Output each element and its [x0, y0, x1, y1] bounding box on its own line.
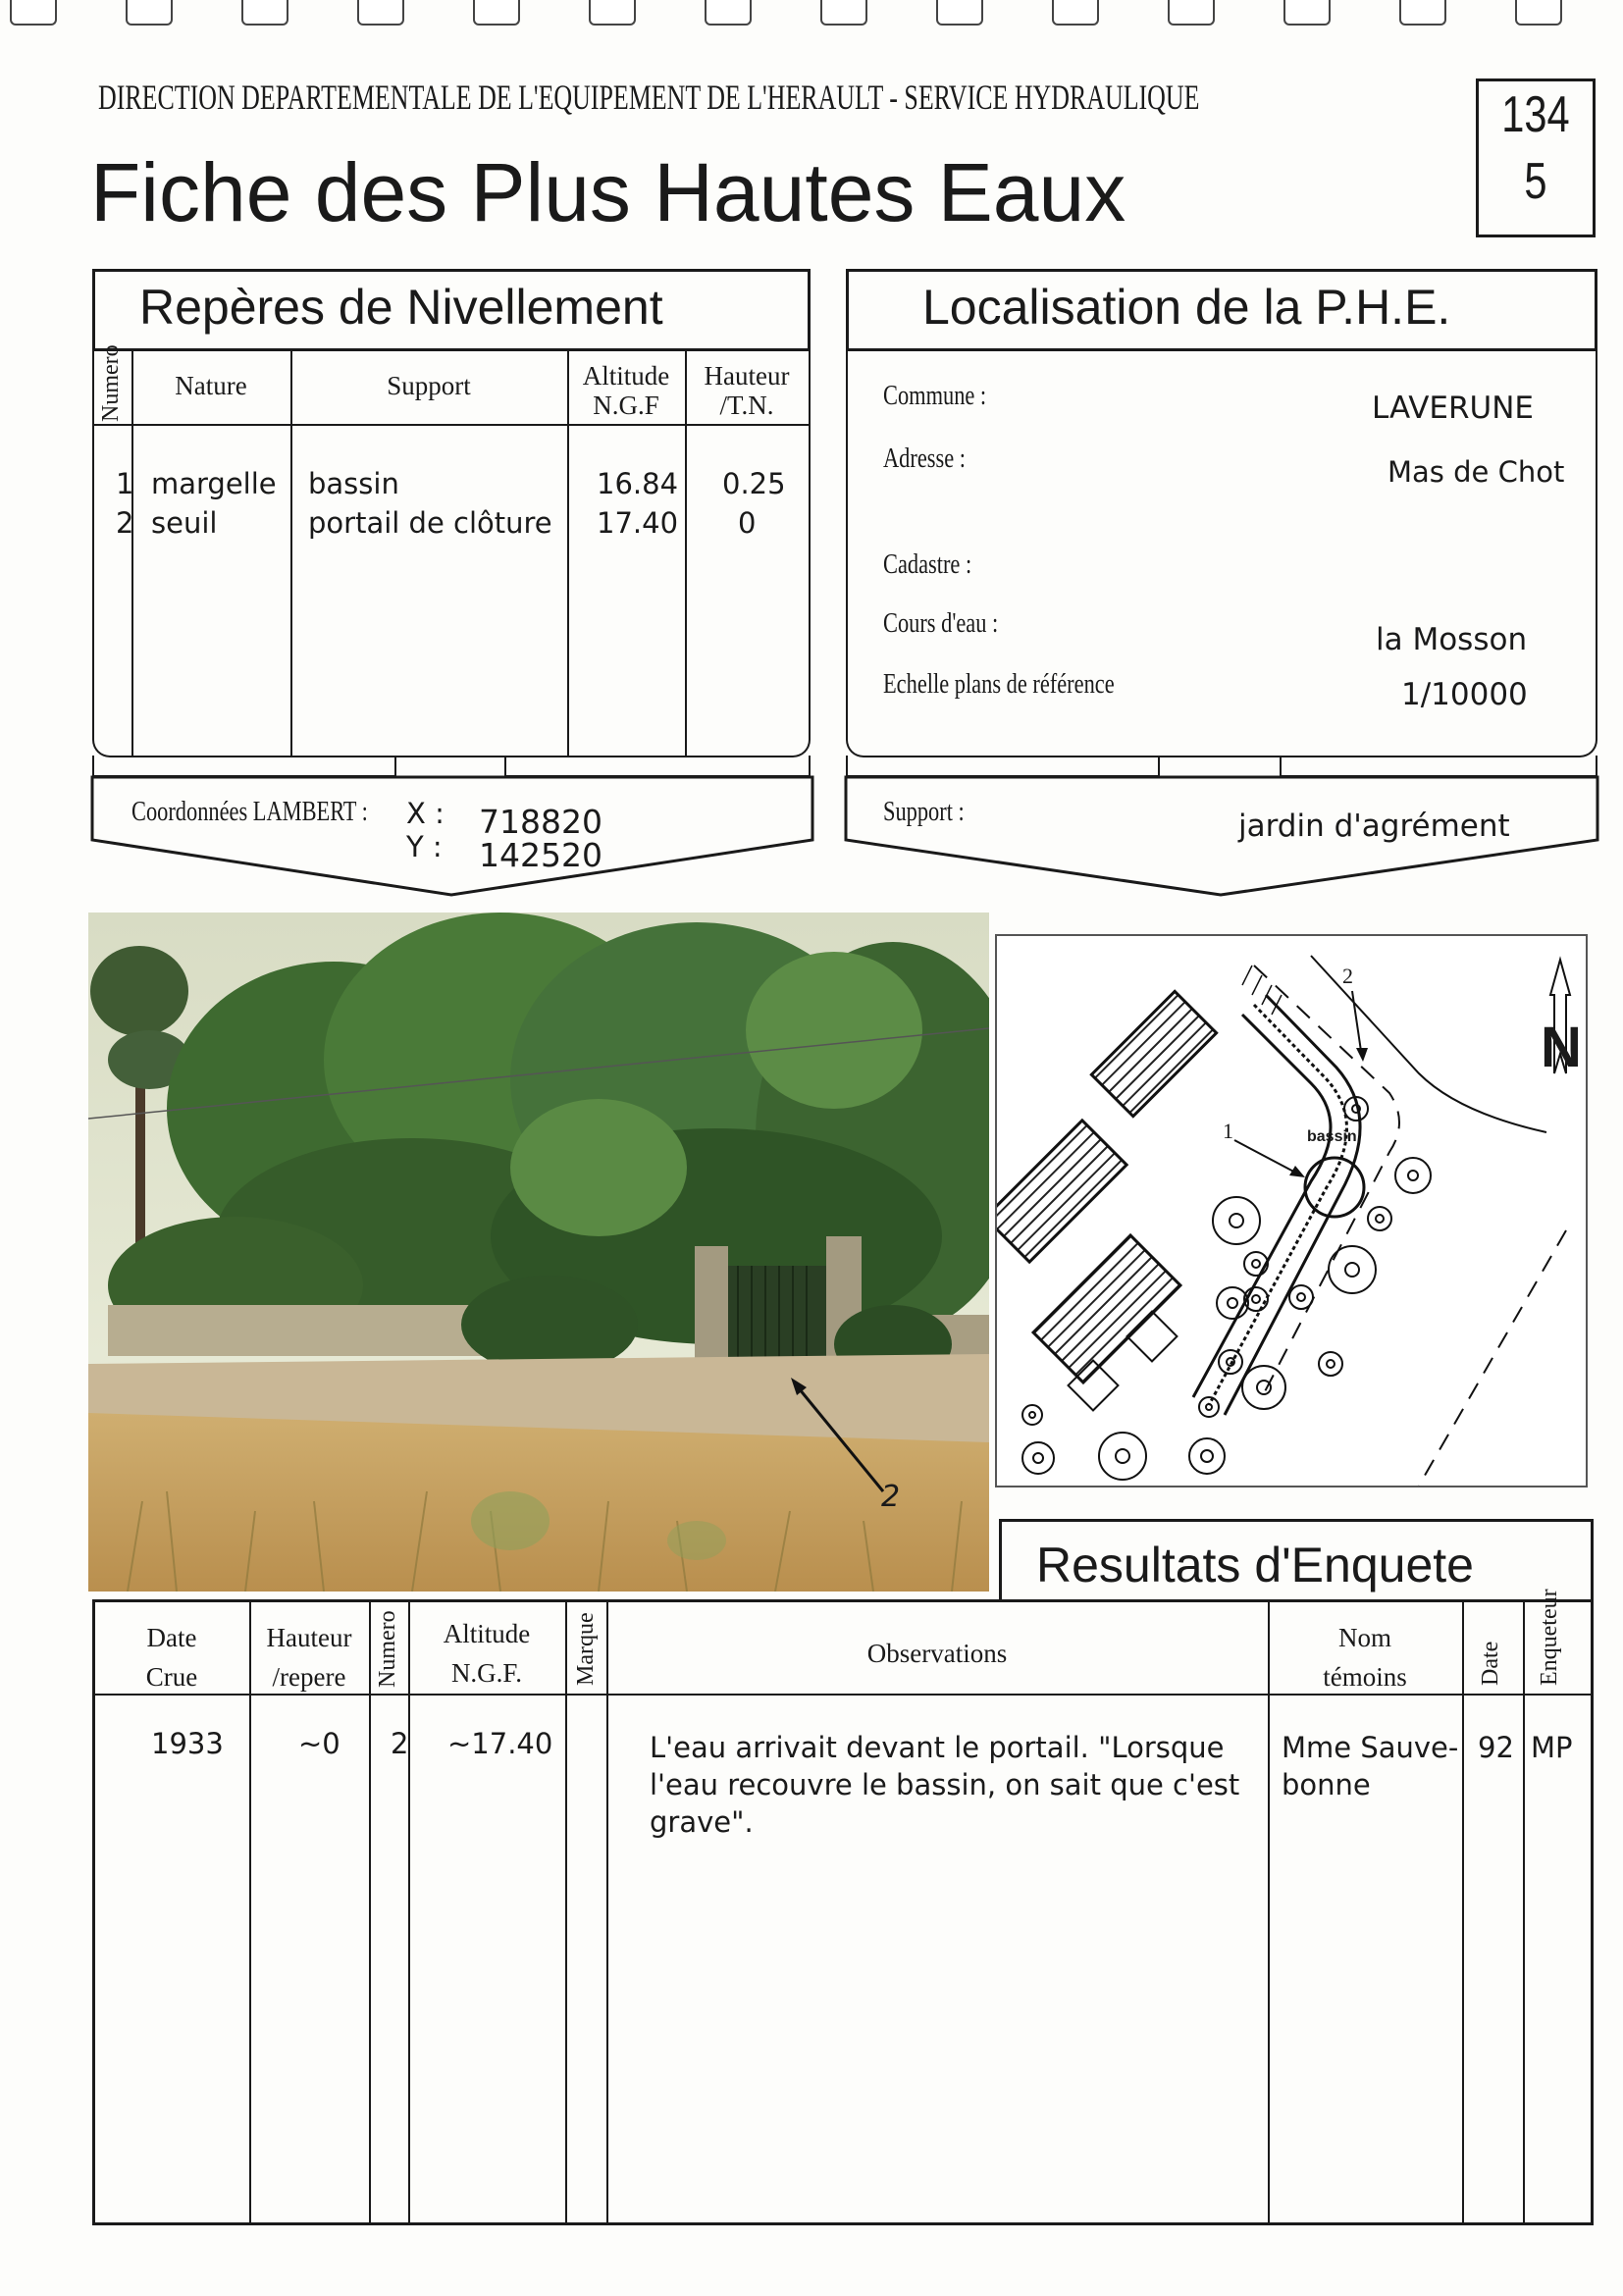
- col-header-date: Date: [1478, 1641, 1503, 1686]
- col-header-hauteur-unit: /T.N.: [719, 391, 774, 420]
- page-title: Fiche des Plus Hautes Eaux: [90, 146, 1126, 238]
- col-header-numero: Numero: [98, 344, 124, 422]
- row-1-numero: 1: [116, 467, 134, 500]
- result-observation-line-3: grave".: [650, 1805, 754, 1839]
- result-numero: 2: [391, 1727, 409, 1760]
- reference-sub-number: 5: [1524, 153, 1547, 210]
- binding-holes: [0, 0, 1623, 39]
- col-header-hauteur-repere-2: /repere: [272, 1662, 346, 1692]
- result-enqueteur: MP: [1531, 1731, 1573, 1764]
- site-sketch: [995, 934, 1588, 1487]
- col-rule: [565, 1601, 567, 2223]
- col-rule: [606, 1601, 608, 2223]
- row-2-altitude: 17.40: [597, 506, 679, 540]
- row-1-nature: margelle: [151, 467, 277, 500]
- cours-eau-label: Cours d'eau :: [883, 608, 999, 639]
- row-2-numero: 2: [116, 506, 134, 540]
- col-rule: [408, 1601, 410, 2223]
- support-value: jardin d'agrément: [1238, 809, 1510, 844]
- commune-label: Commune :: [883, 381, 987, 411]
- reperes-title: Repères de Nivellement: [139, 280, 663, 335]
- col-header-support: Support: [387, 371, 471, 400]
- reperes-header-rule: [94, 424, 809, 426]
- echelle-label: Echelle plans de référence: [883, 669, 1115, 700]
- col-rule: [1523, 1601, 1525, 2223]
- col-rule: [1462, 1601, 1464, 2223]
- sketch-marker-2: 2: [1342, 964, 1353, 988]
- row-1-support: bassin: [308, 467, 399, 500]
- col-header-enqueteur: Enqueteur: [1537, 1589, 1562, 1686]
- result-altitude: ~17.40: [447, 1727, 553, 1760]
- col-header-altitude-unit: N.G.F: [593, 391, 659, 420]
- resultats-title: Resultats d'Enquete: [1036, 1538, 1474, 1592]
- adresse-label: Adresse :: [883, 444, 966, 474]
- site-photograph: [88, 913, 989, 1592]
- result-date: 92: [1478, 1731, 1514, 1764]
- commune-value: LAVERUNE: [1372, 391, 1535, 426]
- col-rule: [131, 349, 133, 756]
- col-header-date-crue-2: Crue: [145, 1662, 198, 1692]
- localisation-title: Localisation de la P.H.E.: [922, 280, 1451, 335]
- result-observation-line-1: L'eau arrivait devant le portail. "Lorsque: [650, 1731, 1225, 1764]
- col-header-hauteur: Hauteur: [704, 361, 790, 391]
- echelle-value: 1/10000: [1401, 677, 1528, 712]
- col-rule: [290, 349, 292, 756]
- col-rule: [369, 1601, 371, 2223]
- row-2-hauteur: 0: [738, 506, 757, 540]
- reference-number: 134: [1501, 86, 1570, 143]
- x-label: X :: [406, 797, 445, 830]
- col-header-numero: Numero: [375, 1610, 400, 1688]
- col-header-nature: Nature: [175, 371, 247, 400]
- sketch-bassin-label: bassin: [1307, 1128, 1357, 1145]
- department-header: DIRECTION DEPARTEMENTALE DE L'EQUIPEMENT DE L'HERAULT - SERVICE HYDRAULIQUE: [98, 78, 1200, 117]
- result-nom-line-2: bonne: [1282, 1768, 1371, 1801]
- col-rule: [249, 1601, 251, 2223]
- y-label: Y :: [406, 830, 443, 863]
- support-label: Support :: [883, 797, 965, 827]
- cadastre-label: Cadastre :: [883, 549, 972, 580]
- coordonnees-frame: [88, 773, 816, 899]
- adresse-value: Mas de Chot: [1387, 455, 1565, 489]
- result-date-crue: 1933: [151, 1727, 224, 1760]
- col-header-altitude: Altitude: [582, 361, 670, 391]
- resultats-header-rule: [94, 1694, 1592, 1696]
- row-2-support: portail de clôture: [308, 506, 552, 540]
- row-1-hauteur: 0.25: [722, 467, 786, 500]
- col-header-nom: Nom: [1338, 1623, 1391, 1652]
- y-value: 142520: [479, 836, 602, 874]
- cours-eau-value: la Mosson: [1376, 622, 1528, 657]
- col-header-observations: Observations: [866, 1639, 1008, 1668]
- x-value: 718820: [479, 803, 602, 841]
- reference-box: [1476, 78, 1596, 237]
- result-observation-line-2: l'eau recouvre le bassin, on sait que c'est: [650, 1768, 1240, 1801]
- result-hauteur: ~0: [298, 1727, 340, 1760]
- row-2-nature: seuil: [151, 506, 218, 540]
- coordonnees-label: Coordonnées LAMBERT :: [131, 797, 368, 827]
- col-header-nom-temoins: témoins: [1323, 1662, 1407, 1692]
- north-indicator: N: [1541, 1016, 1582, 1079]
- result-nom-line-1: Mme Sauve-: [1282, 1731, 1459, 1764]
- col-header-date-crue: Date: [146, 1623, 197, 1652]
- col-header-altitude: Altitude: [443, 1619, 531, 1648]
- col-header-hauteur-repere: Hauteur: [266, 1623, 352, 1652]
- photo-marker-2: 2: [881, 1480, 901, 1514]
- sketch-marker-1: 1: [1223, 1119, 1233, 1143]
- col-header-marque: Marque: [573, 1612, 599, 1686]
- col-rule: [1268, 1601, 1270, 2223]
- col-header-altitude-unit: N.G.F.: [450, 1658, 523, 1688]
- row-1-altitude: 16.84: [597, 467, 679, 500]
